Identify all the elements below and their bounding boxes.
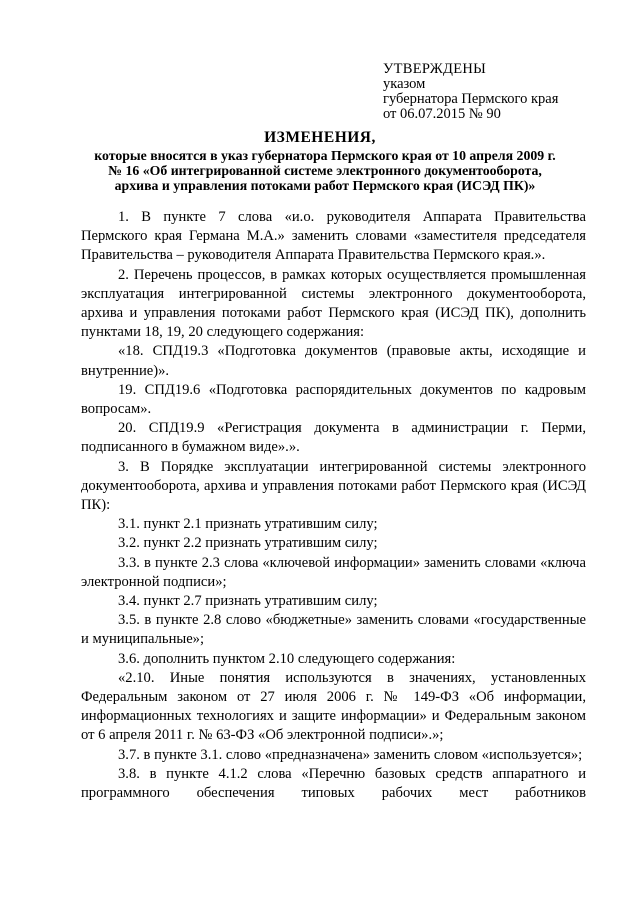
- subtitle-line-3: архива и управления потоками работ Пермского края (ИСЭД ПК)»: [114, 178, 536, 193]
- document-subtitle: [70, 148, 580, 193]
- paragraph-3-1: 3.1. пункт 2.1 признать утратившим силу;: [118, 516, 378, 533]
- approval-line-decree: указом: [383, 76, 426, 92]
- paragraph-3-2: 3.2. пункт 2.2 признать утратившим силу;: [118, 535, 378, 552]
- paragraph-3-6: 3.6. дополнить пунктом 2.10 следующего содержания:: [118, 650, 456, 667]
- paragraph-item-18: «18. СПД19.3 «Подготовка документов (правовые акты, исходящие и внутренние)».: [81, 343, 586, 379]
- paragraph-2: 2. Перечень процессов, в рамках которых осуществляется промышленная эксплуатация интегрированной системы электронного документооборота, архива и управления потоками работ Пермского края (ИСЭД ПК), дополнить пунктами 18, 19, 20 следующего содержания:: [81, 266, 586, 341]
- paragraph-3: 3. В Порядке эксплуатации интегрированной системы электронного документооборота, архива и управления потоками работ Пермского края (ИСЭД ПК):: [81, 458, 586, 514]
- subtitle-line-1: которые вносятся в указ губернатора Пермского края от 10 апреля 2009 г.: [94, 148, 556, 163]
- paragraph-1: 1. В пункте 7 слова «и.о. руководителя Аппарата Правительства Пермского края Германа М.А.» заменить словами «заместителя председателя Правительства – руководителя Аппарата Правительства Пермского края.».: [81, 209, 586, 264]
- approval-stamp: [383, 62, 623, 122]
- paragraph-3-7: 3.7. в пункте 3.1. слово «предназначена» заменить словом «используется»;: [118, 746, 583, 763]
- paragraph-3-8: 3.8. в пункте 4.1.2 слова «Перечню базовых средств аппаратного и программного обеспечения типовых рабочих мест работников: [81, 765, 586, 802]
- paragraph-3-5: 3.5. в пункте 2.8 слово «бюджетные» заменить словами «государственные и муниципальные»;: [81, 612, 586, 648]
- approval-line-date: от 06.07.2015 № 90: [383, 106, 501, 122]
- paragraph-item-19: 19. СПД19.6 «Подготовка распорядительных документов по кадровым вопросам».: [81, 381, 586, 418]
- document-title: ИЗМЕНЕНИЯ,: [264, 129, 376, 146]
- paragraph-item-20: 20. СПД19.9 «Регистрация документа в администрации г. Перми, подписанного в бумажном виде».».: [81, 420, 586, 456]
- paragraph-2-10: «2.10. Иные понятия используются в значениях, установленных Федеральным законом от 27 июля 2006 г. № 149-ФЗ «Об информации, информационных технологиях и защите информации» и Федеральным законом от 6 апреля 2011 г. № 63-ФЗ «Об электронной подписи».»;: [81, 669, 586, 744]
- approval-line-governor: губернатора Пермского края: [383, 91, 559, 107]
- approval-line-approved: УТВЕРЖДЕНЫ: [383, 61, 487, 77]
- document-body: [81, 208, 586, 803]
- paragraph-3-4: 3.4. пункт 2.7 признать утратившим силу;: [118, 593, 378, 610]
- subtitle-line-2: № 16 «Об интегрированной системе электронного документооборота,: [108, 163, 542, 178]
- paragraph-3-3: 3.3. в пункте 2.3 слова «ключевой информации» заменить словами «ключа электронной подписи»;: [81, 554, 586, 590]
